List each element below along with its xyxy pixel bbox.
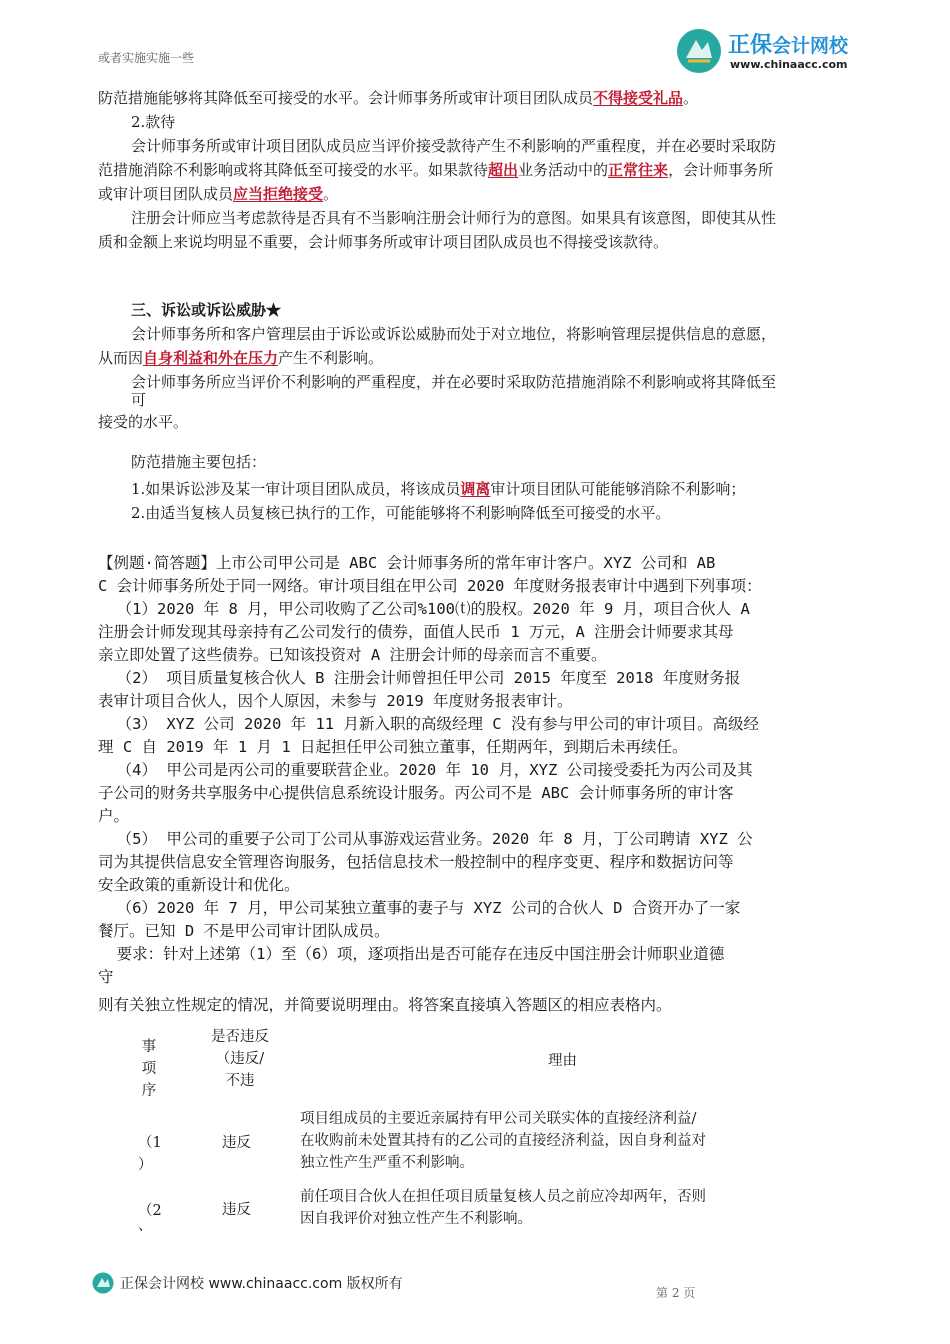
example-line: 安全政策的重新设计和优化。 (98, 876, 300, 894)
example-line: 守 (98, 968, 114, 986)
paragraph-line: 会计师事务所和客户管理层由于诉讼或诉讼威胁而处于对立地位，将影响管理层提供信息的意愿， (131, 325, 777, 343)
subtitle: 2.款待 (131, 113, 176, 131)
example-line: 表审计项目合伙人，因个人原因，未参与 2019 年度财务报表审计。 (98, 692, 573, 710)
section-title: 三、诉讼或诉讼威胁★ (131, 301, 282, 319)
footer-logo-icon (92, 1272, 114, 1294)
logo-emblem-icon (676, 28, 722, 74)
example-line: 要求：针对上述第（1）至（6）项，逐项指出是否可能存在违反中国注册会计师职业道德 (98, 945, 725, 963)
example-line: （1）2020 年 8 月，甲公司收购了乙公司%100⒯的股权。2020 年 9 月，项目合伙人 A (98, 600, 750, 618)
text: 范措施消除不利影响或将其降低至可接受的水平。如果款待 (98, 161, 489, 179)
table-cell-verdict: 违反 (222, 1135, 251, 1151)
cell-text: 、 (138, 1218, 153, 1234)
example-line: （4） 甲公司是丙公司的重要联营企业。2020 年 10 月，XYZ 公司接受委托为丙公司及其 (98, 761, 753, 779)
example-line: 【例题·简答题】上市公司甲公司是 ABC 会计师事务所的常年审计客户。XYZ 公司和 AB (98, 554, 716, 572)
header-text: 不违 (225, 1073, 255, 1089)
paragraph-line (98, 182, 338, 206)
cell-text: 前任项目合伙人在担任项目质量复核人员之前应冷却两年，否则 (300, 1189, 706, 1205)
highlight: 调离 (460, 480, 491, 498)
header-text: 事 (141, 1039, 157, 1055)
highlight: 不得接受礼品 (593, 89, 684, 107)
example-line: C 会计师事务所处于同一网络。审计项目组在甲公司 2020 年度财务报表审计中遇到下列事项： (98, 577, 762, 595)
example-line: （6）2020 年 7 月，甲公司某独立董事的妻子与 XYZ 公司的合伙人 D 合资开办了一家 (98, 899, 741, 917)
brand-suffix: 会计网校 (772, 35, 849, 57)
highlight: 自身利益和外在压力 (143, 349, 279, 367)
example-block (98, 552, 762, 989)
example-line: 户。 (98, 807, 130, 825)
paragraph-line: 接受的水平。 (98, 413, 189, 431)
text: 从而因 (98, 349, 144, 367)
page-number: 第 2 页 (656, 1286, 696, 1300)
example-line: 注册会计师发现其母亲持有乙公司发行的债券，面值人民币 1 万元，A 注册会计师要求其母 (98, 623, 734, 641)
header-text: （违反/ (215, 1051, 265, 1067)
table-header-reason: 理由 (548, 1053, 577, 1069)
table-cell-reason (300, 1186, 706, 1230)
highlight: 应当拒绝接受 (233, 185, 324, 203)
paragraph-line: 质和金额上来说均明显不重要，会计师事务所或审计项目团队成员也不得接受该款待。 (98, 233, 669, 251)
table-header-verdict (190, 1026, 290, 1092)
text: 产生不利影响。 (278, 349, 384, 367)
example-line: （5） 甲公司的重要子公司丁公司从事游戏运营业务。2020 年 8 月，丁公司聘请 XYZ 公 (98, 830, 753, 848)
table-cell-item (138, 1132, 162, 1176)
table-cell-item (138, 1200, 162, 1234)
brand-url: www.chinaacc.com (730, 58, 848, 71)
example-line: （3） XYZ 公司 2020 年 11 月新入职的高级经理 C 没有参与甲公司的审计项目。高级经 (98, 715, 759, 733)
text: 防范措施能够将其降低至可接受的水平。会计师事务所或审计项目团队成员 (98, 89, 594, 107)
text: 或审计项目团队成员 (98, 185, 234, 203)
text: 1.如果诉讼涉及某一审计项目团队成员，将该成员 (131, 480, 461, 498)
paragraph-line (98, 158, 773, 182)
example-line: 司为其提供信息安全管理咨询服务，包括信息技术一般控制中的程序变更、程序和数据访问等 (98, 853, 734, 871)
cell-text: （2 (138, 1203, 162, 1219)
highlight: 超出 (488, 161, 519, 179)
cell-text: （1 (138, 1135, 162, 1151)
header-logo (676, 26, 876, 78)
cut-off-line: 则有关独立性规定的情况，并简要说明理由。将答案直接填入答题区的相应表格内。 (98, 996, 672, 1014)
example-line: 理 C 自 2019 年 1 月 1 日起担任甲公司独立董事，任期两年，到期后未再续任。 (98, 738, 688, 756)
paragraph-line (131, 477, 745, 501)
cut-off-line: 或者实施实施一些 (98, 51, 195, 65)
paragraph-line: 会计师事务所应当评价不利影响的严重程度，并在必要时采取防范措施消除不利影响或将其降低至 (131, 373, 777, 391)
text: 。 (683, 89, 699, 107)
cell-text: 项目组成员的主要近亲属持有甲公司关联实体的直接经济利益/ (300, 1111, 697, 1127)
paragraph-line (98, 86, 698, 110)
cell-text: ） (138, 1157, 153, 1173)
example-line: （2） 项目质量复核合伙人 B 注册会计师曾担任甲公司 2015 年度至 2018 年度财务报 (98, 669, 741, 687)
header-text: 项 (141, 1061, 157, 1077)
paragraph-line: 防范措施主要包括： (131, 453, 267, 471)
text: ，会计师事务所 (668, 161, 774, 179)
header-text: 序 (141, 1083, 157, 1099)
paragraph-line: 注册会计师应当考虑款待是否具有不当影响注册会计师行为的意图。如果具有该意图，即使其从性 (131, 209, 777, 227)
example-line: 餐厅。已知 D 不是甲公司审计团队成员。 (98, 922, 390, 940)
table-cell-reason (300, 1108, 706, 1174)
example-line: 亲立即处置了这些债券。已知该投资对 A 注册会计师的母亲而言不重要。 (98, 646, 607, 664)
paragraph-line: 会计师事务所或审计项目团队成员应当评价接受款待产生不利影响的严重程度，并在必要时采取防 (131, 137, 777, 155)
cell-text: 因自我评价对独立性产生不利影响。 (300, 1211, 532, 1227)
text: 。 (323, 185, 339, 203)
cut-off-line: 2.由适当复核人员复核已执行的工作，可能能够将不利影响降低至可接受的水平。 (131, 504, 671, 522)
table-cell-verdict: 违反 (222, 1202, 251, 1218)
example-line: 子公司的财务共享服务中心提供信息系统设计服务。丙公司不是 ABC 会计师事务所的审计客 (98, 784, 734, 802)
brand-name (728, 28, 848, 59)
cell-text: 在收购前未处置其持有的乙公司的直接经济利益，因自身利益对 (300, 1133, 706, 1149)
highlight: 正常往来 (608, 161, 669, 179)
table-header-item (128, 1036, 170, 1099)
header-text: 是否违反 (211, 1029, 269, 1045)
paragraph-line (98, 346, 383, 370)
text: 业务活动中的 (518, 161, 609, 179)
text: 审计项目团队可能能够消除不利影响； (490, 480, 746, 498)
footer-copyright: 正保会计网校 www.chinaacc.com 版权所有 (120, 1276, 403, 1292)
brand-main: 正保 (728, 33, 773, 58)
paragraph-line: 可 (131, 391, 147, 409)
cell-text: 独立性产生严重不利影响。 (300, 1155, 474, 1171)
